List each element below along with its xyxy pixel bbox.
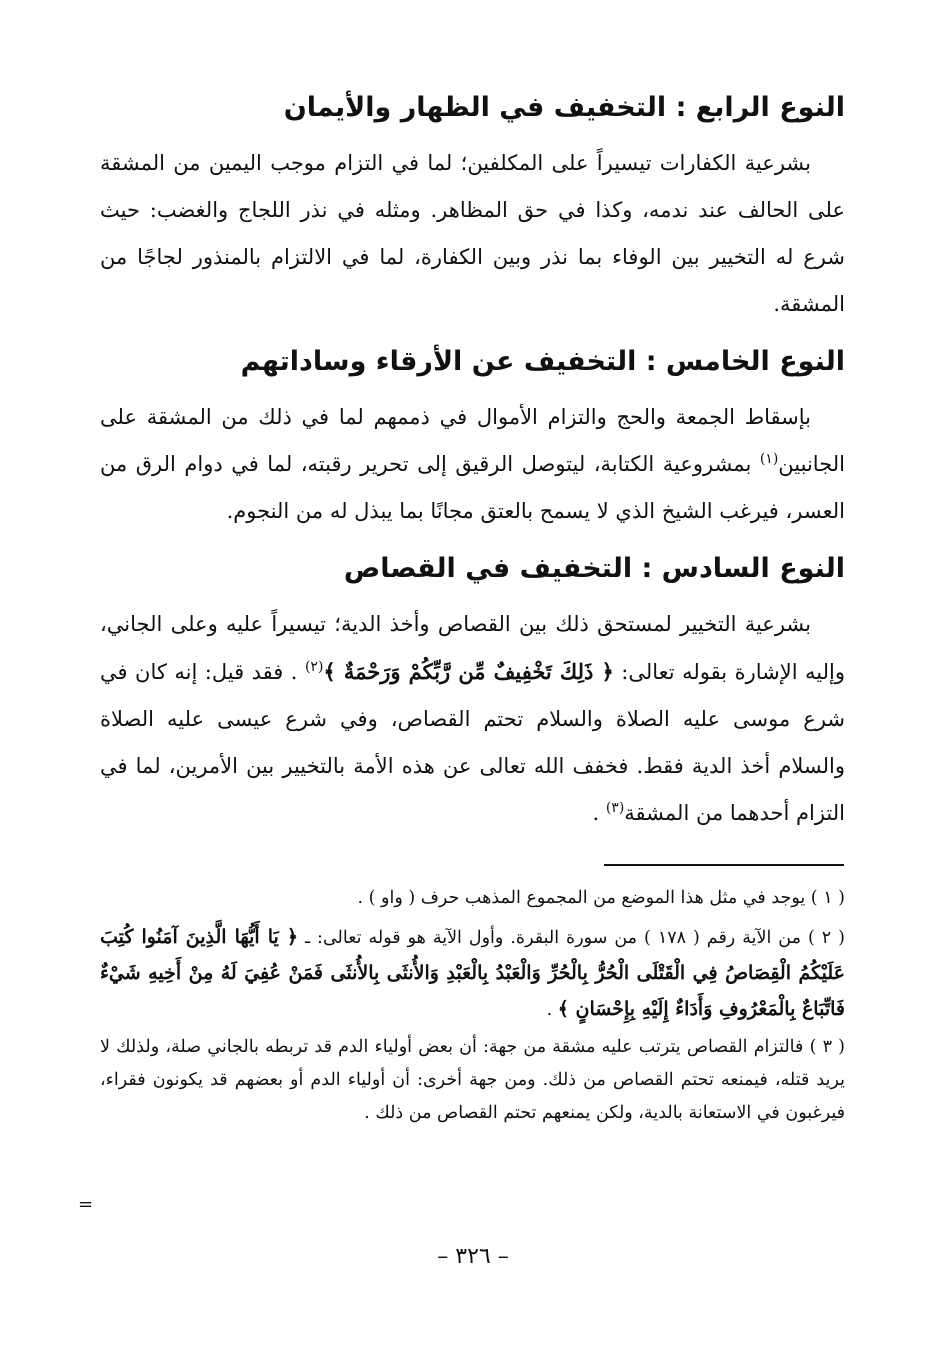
section-5-heading: النوع الخامس : التخفيف عن الأرقاء وساداتهم [240,346,845,377]
footnote-1: ( ١ ) يوجد في مثل هذا الموضع من المجموع المذهب حرف ( واو ) . [357,888,845,908]
footnote-ref-1[interactable]: (١) [759,451,779,467]
footnote-divider [604,864,844,866]
section-5-text-before: بإسقاط الجمعة والحج والتزام الأموال في ذممهم لما في ذلك من المشقة على الجانبين [100,405,845,476]
page-number: – ٣٢٦ – [437,1244,509,1269]
section-5-text-after: بمشروعية الكتابة، ليتوصل الرقيق إلى تحرير رقبته، لما في دوام الرق من العسر، فيرغب الشيخ الذي لا يسمح بالعتق مجانًا بما يبذل له من النجوم. [100,452,845,523]
footnote-ref-2[interactable]: (٢) [304,659,324,675]
footnote-2-verse: ﴿ يَا أَيُّهَا الَّذِينَ آمَنُوا كُتِبَ عَلَيْكُمُ الْقِصَاصُ فِي الْقَتْلَى الْحُرُّ بِالْحُرِّ وَالْعَبْدُ بِالْعَبْدِ وَالأُنثَى بِالأُنثَى فَمَنْ عُفِيَ لَهُ مِنْ أَخِيهِ شَيْءٌ فَاتِّبَاعٌ بِالْمَعْرُوفِ وَأَدَاءٌ إِلَيْهِ بِإِحْسَانٍ ﴾ [100,926,845,1020]
section-6-paragraph [100,601,845,837]
section-6-heading: النوع السادس : التخفيف في القصاص [343,553,845,584]
footnote-2-end: . [546,1000,558,1020]
section-6-text-start: بشرعية التخيير لمستحق ذلك بين القصاص وأخذ الدية؛ تيسيراً عليه وعلى الجاني، وإليه الإشارة بقوله تعالى: [100,612,845,684]
section-6-text-end: . [592,801,606,825]
page-body [100,80,845,843]
section-6-text-middle: . فقد قيل: إنه كان في شرع موسى عليه الصلاة والسلام تحتم القصاص، وفي شرع عيسى عليه الصلاة والسلام أخذ الدية فقط. فخفف الله تعالى عن هذه الأمة بالتخيير بين الأمرين، لما في التزام أحدهما من المشقة [100,660,845,825]
footnote-3: ( ٣ ) فالتزام القصاص يترتب عليه مشقة من جهة: أن بعض أولياء الدم قد تربطه بالجاني صلة، ولذلك لا يريد قتله، فيمنعه تحتم القصاص من ذلك. ومن جهة أخرى: أن أولياء الدم أو بعضهم قد يكونون فقراء، فيرغبون في الاستعانة بالدية، ولكن يمنعهم تحتم القصاص من ذلك . [100,1037,845,1123]
footnote-2-text: ( ٢ ) من الآية رقم ( ١٧٨ ) من سورة البقرة. وأول الآية هو قوله تعالى: ـ [297,928,845,948]
margin-mark: = [78,1194,94,1215]
footnote-2 [100,919,845,1027]
footnote-ref-3[interactable]: (٣) [605,800,625,816]
footnotes [100,882,845,1134]
section-4-heading: النوع الرابع : التخفيف في الظهار والأيمان [283,92,845,123]
quran-quote: ﴿ ذَلِكَ تَخْفِيفٌ مِّن رَّبِّكُمْ وَرَحْمَةٌ ﴾ [323,659,614,684]
section-5-paragraph [100,394,845,535]
section-4-paragraph: بشرعية الكفارات تيسيراً على المكلفين؛ لما في التزام موجب اليمين من المشقة على الحالف عند ندمه، وكذا في حق المظاهر. ومثله في نذر اللجاج والغضب: حيث شرع له التخيير بين الوفاء بما نذر وبين الكفارة، لما في الالتزام بالمنذور لجاجًا من المشقة. [100,151,845,316]
